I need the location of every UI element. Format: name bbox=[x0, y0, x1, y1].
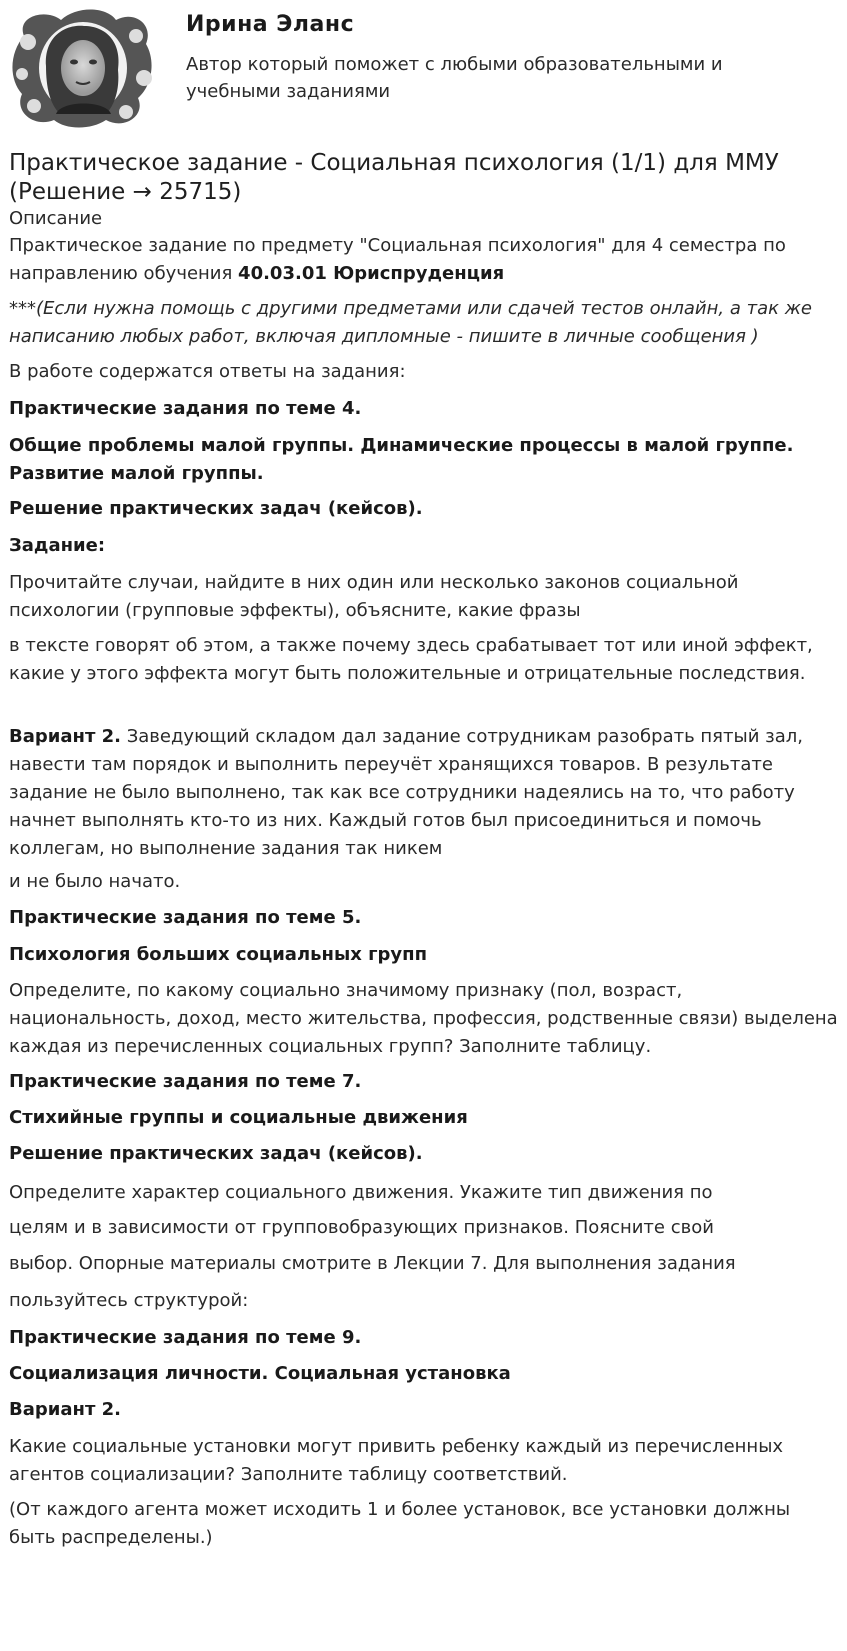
topic4-variant-end: и не было начато. bbox=[9, 871, 181, 892]
intro-paragraph bbox=[9, 232, 839, 288]
topic4-variant-text: Заведующий складом дал задание сотрудникам разобрать пятый зал, навести там порядок и выполнить переучёт хранящихся товаров. В результате задание не было выполнено, так как все сотрудники надеялись на то, что работу начнет выполнять кто-то из них. Каждый готов был присоединиться и помочь коллегам, но выполнение задания так никем bbox=[9, 726, 803, 859]
topic7-line-3: выбор. Опорные материалы смотрите в Лекции 7. Для выполнения задания bbox=[9, 1253, 736, 1274]
topic9-variant: Вариант 2. bbox=[9, 1399, 122, 1420]
topic7-cases: Решение практических задач (кейсов). bbox=[9, 1143, 423, 1164]
topic4-variant-paragraph bbox=[9, 723, 839, 863]
author-description: Автор который поможет с любыми образовательными и учебными заданиями bbox=[186, 54, 723, 102]
topic9-subtitle: Социализация личности. Социальная установка bbox=[9, 1363, 511, 1384]
contains-text: В работе содержатся ответы на задания: bbox=[9, 361, 406, 382]
topic7-line-4: пользуйтесь структурой: bbox=[9, 1290, 249, 1311]
topic5-subtitle: Психология больших социальных групп bbox=[9, 944, 428, 965]
page-title: Практическое задание - Социальная психология (1/1) для ММУ (Решение → 25715) bbox=[9, 150, 779, 205]
topic9-title: Практические задания по теме 9. bbox=[9, 1327, 362, 1348]
topic7-subtitle: Стихийные группы и социальные движения bbox=[9, 1107, 468, 1128]
topic4-task-paragraph-2: в тексте говорят об этом, а также почему здесь срабатывает тот или иной эффект, какие у этого эффекта могут быть положительные и отрицательные последствия. bbox=[9, 635, 813, 684]
topic7-line-1: Определите характер социального движения. Укажите тип движения по bbox=[9, 1182, 713, 1203]
topic4-subtitle: Общие проблемы малой группы. Динамические процессы в малой группе. Развитие малой группы. bbox=[9, 435, 794, 484]
topic4-variant-label: Вариант 2. bbox=[9, 726, 122, 747]
topic9-text: Какие социальные установки могут привить ребенку каждый из перечисленных агентов социализации? Заполните таблицу соответствий. bbox=[9, 1436, 784, 1485]
intro-bold: 40.03.01 Юриспруденция bbox=[238, 263, 505, 284]
topic4-title: Практические задания по теме 4. bbox=[9, 398, 362, 419]
topic7-title: Практические задания по теме 7. bbox=[9, 1071, 362, 1092]
topic5-text: Определите, по какому социально значимому признаку (пол, возраст, национальность, доход, место жительства, профессия, родственные связи) выделена каждая из перечисленных социальных групп? Заполните таблицу. bbox=[9, 980, 838, 1057]
topic4-task-label: Задание: bbox=[9, 535, 106, 556]
topic7-line-2: целям и в зависимости от групповобразующих признаков. Поясните свой bbox=[9, 1217, 714, 1238]
topic4-cases: Решение практических задач (кейсов). bbox=[9, 498, 423, 519]
topic9-note: (От каждого агента может исходить 1 и более установок, все установки должны быть распределены.) bbox=[9, 1499, 791, 1548]
intro-text: Практическое задание по предмету "Социальная психология" для 4 семестра по направлению обучения bbox=[9, 235, 786, 284]
author-name[interactable]: Ирина Эланс bbox=[186, 12, 355, 37]
author-avatar[interactable] bbox=[6, 6, 156, 130]
description-label: Описание bbox=[9, 208, 103, 229]
help-note: ***(Если нужна помощь с другими предметами или сдачей тестов онлайн, а так же написанию любых работ, включая дипломные - пишите в личные сообщения ) bbox=[9, 298, 812, 347]
topic4-task-paragraph-1: Прочитайте случаи, найдите в них один или несколько законов социальной психологии (групповые эффекты), объясните, какие фразы bbox=[9, 572, 739, 621]
topic5-title: Практические задания по теме 5. bbox=[9, 907, 362, 928]
author-header bbox=[0, 0, 847, 140]
